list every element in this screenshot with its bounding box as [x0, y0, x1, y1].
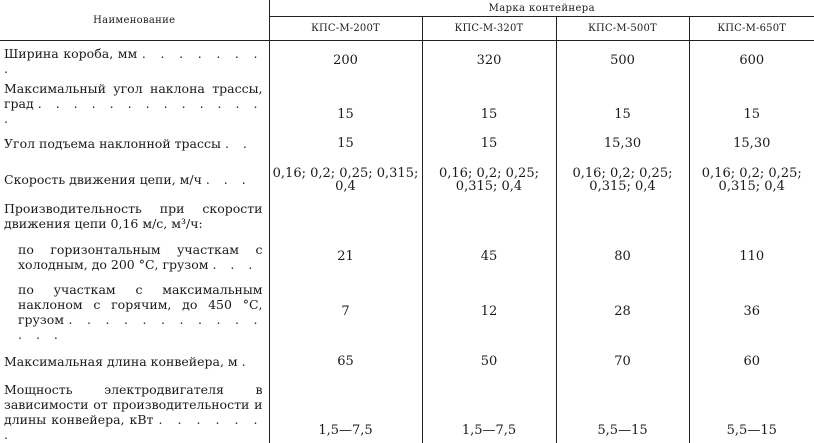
table-cell: 36: [743, 304, 761, 319]
table-row: [0, 343, 814, 381]
table-cell: 15: [422, 127, 556, 161]
table-cell: [689, 199, 814, 233]
table-row: [0, 199, 814, 233]
table-cell: 60: [743, 354, 761, 369]
table-row: [0, 81, 814, 127]
row-label: по участкам с максимальным наклоном с горячим, до 450 °С, грузом . . . . . . . . . . . . . .: [0, 281, 269, 343]
row-label: Производительность при скорости движения цепи 0,16 м/с, м³/ч:: [0, 199, 269, 233]
table-cell: [422, 199, 556, 233]
table-cell: 500: [556, 41, 689, 81]
row-label: Максимальная длина конвейера, м .: [0, 343, 269, 381]
row-label: Скорость движения цепи, м/ч . . .: [0, 161, 269, 199]
table-cell: 15,30: [733, 136, 771, 151]
column-header-model: КПС-М-500Т: [556, 17, 689, 41]
table-cell: 1,5—7,5: [269, 381, 422, 443]
column-header-model: КПС-М-200Т: [269, 17, 422, 41]
column-header-model: КПС-М-650Т: [689, 17, 814, 41]
row-label: Ширина короба, мм . . . . . . . .: [0, 41, 269, 81]
table-cell: 5,5—15: [556, 381, 689, 443]
table-cell: 0,16; 0,2; 0,25; 0,315; 0,4: [701, 165, 802, 194]
table-cell: [269, 199, 422, 233]
table-cell: 320: [422, 41, 556, 81]
table-row: [0, 41, 814, 81]
table-row: [0, 233, 814, 281]
table-cell: [556, 199, 689, 233]
table-cell: 28: [556, 281, 689, 343]
table-cell: 15: [556, 81, 689, 127]
row-label: по горизонтальным участкам с холодным, до 200 °С, грузом . . .: [0, 233, 269, 281]
table-cell: 15: [269, 81, 422, 127]
table-row: [0, 281, 814, 343]
table-cell: 0,16; 0,2; 0,25; 0,315; 0,4: [556, 161, 689, 199]
table-cell: 5,5—15: [726, 422, 777, 438]
column-header-model: КПС-М-320Т: [422, 17, 556, 41]
table-cell: 0,16; 0,2; 0,25; 0,315; 0,4: [422, 161, 556, 199]
row-label: Максимальный угол наклона трассы, град . . . . . . . . . . . . . .: [0, 81, 269, 127]
table-cell: 15: [743, 106, 761, 122]
table-cell: 110: [739, 249, 765, 264]
table-cell: 0,16; 0,2; 0,25; 0,315; 0,4: [269, 161, 422, 199]
table-cell: 12: [422, 281, 556, 343]
column-group-header: Марка контейнера: [269, 0, 814, 17]
table-row: [0, 161, 814, 199]
table-cell: 65: [269, 343, 422, 381]
table-cell: 50: [422, 343, 556, 381]
table-cell: 15: [422, 81, 556, 127]
table-cell: 70: [556, 343, 689, 381]
table-row: [0, 381, 814, 443]
table-row: [0, 127, 814, 161]
table-cell: 21: [269, 233, 422, 281]
table-cell: 600: [739, 53, 765, 69]
table-cell: 7: [269, 281, 422, 343]
table-cell: 15: [269, 127, 422, 161]
table-cell: 45: [422, 233, 556, 281]
row-label: Мощность электродвигателя в зависимости от производительности и длины конвейера, кВт . . . . . . .: [0, 381, 269, 443]
table-cell: 200: [269, 41, 422, 81]
row-label: Угол подъема наклонной трассы . .: [0, 127, 269, 161]
table-cell: 80: [556, 233, 689, 281]
column-header-name: Наименование: [0, 0, 269, 41]
table-cell: 15,30: [556, 127, 689, 161]
table-cell: 1,5—7,5: [422, 381, 556, 443]
